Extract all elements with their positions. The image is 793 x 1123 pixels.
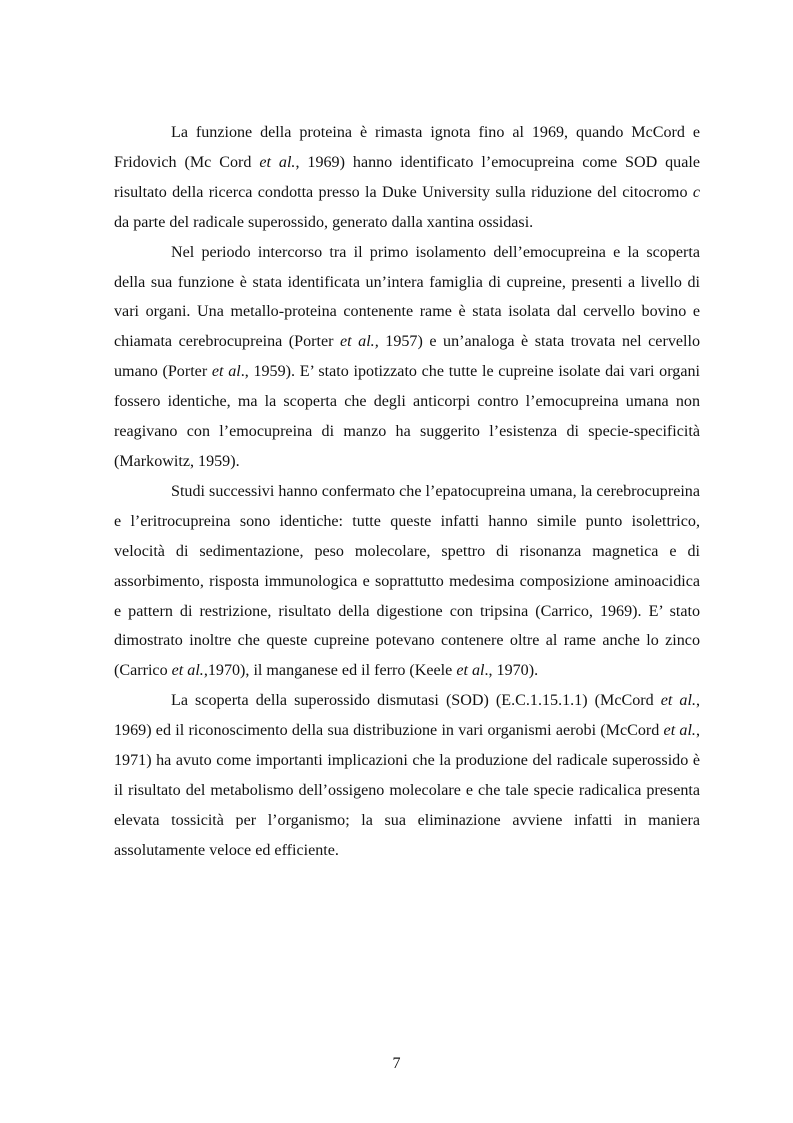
italic-text: et al. [663,722,696,740]
text-run: La funzione della proteina è rimasta ignota fino al 1969, quando McCord e Fridovich (Mc Cord [114,124,700,171]
italic-text: c [692,183,700,201]
text-run: ,1970), il manganese ed il ferro (Keele [203,662,457,680]
text-run: , 1969) ed il riconoscimento della sua distribuzione in vari organismi aerobi (McCord [114,692,700,740]
text-run: 1957) e un’analoga è stata trovata nel cervello umano (Porter [114,333,700,381]
text-run: Nel periodo intercorso tra il primo isolamento dell’emocupreina e la scoperta della sua funzione è stata identificata un’intera famiglia di cupreine, presenti a livello di vari organi. Una metallo-proteina contenente rame è stata isolata dal cervello bovino e chiamata cerebrocupreina (Porter [114,243,700,351]
italic-text: et al., [340,333,379,351]
text-run: La scoperta della superossido dismutasi (SOD) (E.C.1.15.1.1) (McCord [171,692,661,710]
paragraph-2 [114,238,700,477]
italic-text: et al. [660,692,696,710]
paragraph-1 [114,118,700,238]
italic-text: et al. [171,662,204,680]
page-number: 7 [392,1055,401,1072]
text-run: da parte del radicale superossido, generato dalla xantina ossidasi. [114,213,534,231]
text-run: , 1969) hanno identificato l’emocupreina come SOD quale risultato della ricerca condotta presso la Duke University sulla riduzione del citocromo [114,153,700,201]
text-run: ., 1970). [484,662,539,680]
paragraph-4 [114,686,700,865]
italic-text: et al [211,363,241,381]
italic-text: et al. [259,153,296,171]
document-body [114,118,700,866]
text-run: Studi successivi hanno confermato che l’epatocupreina umana, la cerebrocupreina e l’eritrocupreina sono identiche: tutte queste infatti hanno simile punto isolettrico, velocità di sedimentazione, peso molecolare, spettro di risonanza magnetica e di assorbimento, risposta immunologica e soprattutto medesima composizione aminoacidica e pattern di restrizione, risultato della digestione con tripsina (Carrico, 1969). E’ stato dimostrato inoltre che queste cupreine potevano contenere oltre al rame anche lo zinco (Carrico [114,482,700,680]
italic-text: et al [456,662,485,680]
text-run: ., 1959). E’ stato ipotizzato che tutte le cupreine isolate dai vari organi fossero identiche, ma la scoperta che degli anticorpi contro l’emocupreina umana non reagivano con l’emocupreina di manzo ha suggerito l’esistenza di specie-specificità (Markowitz, 1959). [114,363,700,470]
text-run: , 1971) ha avuto come importanti implicazioni che la produzione del radicale superossido è il risultato del metabolismo dell’ossigeno molecolare e che tale specie radicalica presenta elevata tossicità per l’organismo; la sua eliminazione avviene infatti in maniera assolutamente veloce ed efficiente. [114,722,700,859]
paragraph-3 [114,477,700,686]
